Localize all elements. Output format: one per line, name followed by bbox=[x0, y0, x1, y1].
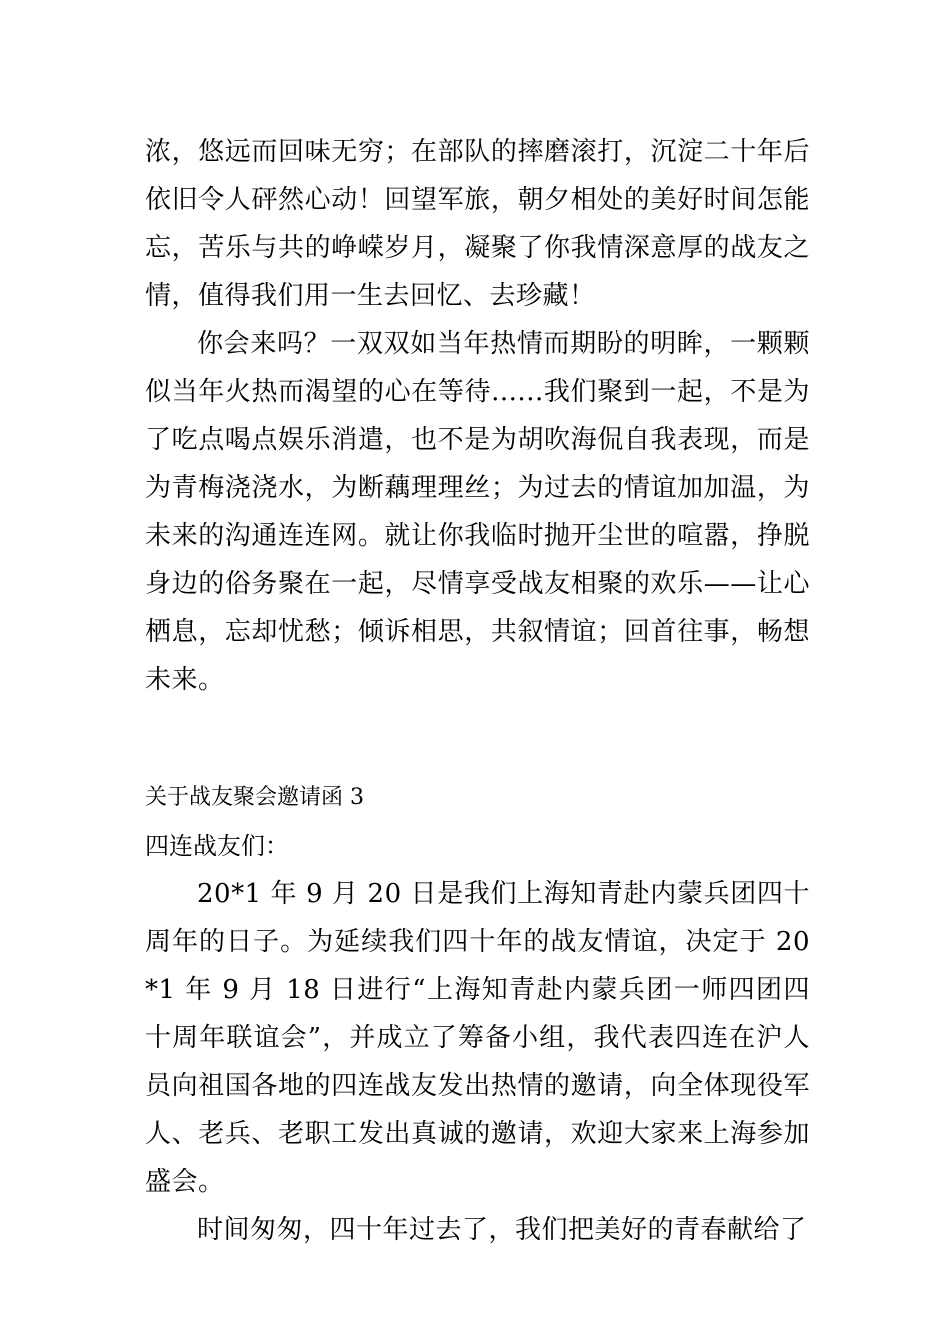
paragraph-will-you-come: 你会来吗？一双双如当年热情而期盼的明眸，一颗颗似当年火热而渴望的心在等待......我们聚到一起，不是为了吃点喝点娱乐消遣，也不是为胡吹海侃自我表现，而是为青梅浇浇水，为断藕理理丝；为过去的情谊加加温，为未来的沟通连连网。就让你我临时抛开尘世的喧嚣，挣脱身边的俗务聚在一起，尽情享受战友相聚的欢乐——让心栖息，忘却忧愁；倾诉相思，共叙情谊；回首往事，畅想未来。 bbox=[145, 329, 810, 695]
paragraph-invitation: 20*1 年 9 月 20 日是我们上海知青赴内蒙兵团四十周年的日子。为延续我们四十年的战友情谊，决定于 20*1 年 9 月 18 日进行“上海知青赴内蒙兵团一师四团四十周年联谊会”，并成立了筹备小组，我代表四连在沪人员向祖国各地的四连战友发出热情的邀请，向全体现役军人、老兵、老职工发出真诚的邀请，欢迎大家来上海参加盛会。 bbox=[145, 879, 810, 1197]
paragraph-continued: 浓，悠远而回味无穷；在部队的摔磨滚打，沉淀二十年后依旧令人砰然心动！回望军旅，朝夕相处的美好时间怎能忘，苦乐与共的峥嵘岁月，凝聚了你我情深意厚的战友之情，值得我们用一生去回忆、去珍藏！ bbox=[145, 137, 810, 311]
paragraph-time-passes: 时间匆匆，四十年过去了，我们把美好的青春献给了 bbox=[197, 1215, 807, 1245]
section-title: 关于战友聚会邀请函 3 bbox=[145, 785, 364, 810]
text-block-section-3 bbox=[145, 774, 810, 1254]
text-block-top bbox=[145, 128, 810, 704]
salutation: 四连战友们： bbox=[145, 832, 289, 860]
